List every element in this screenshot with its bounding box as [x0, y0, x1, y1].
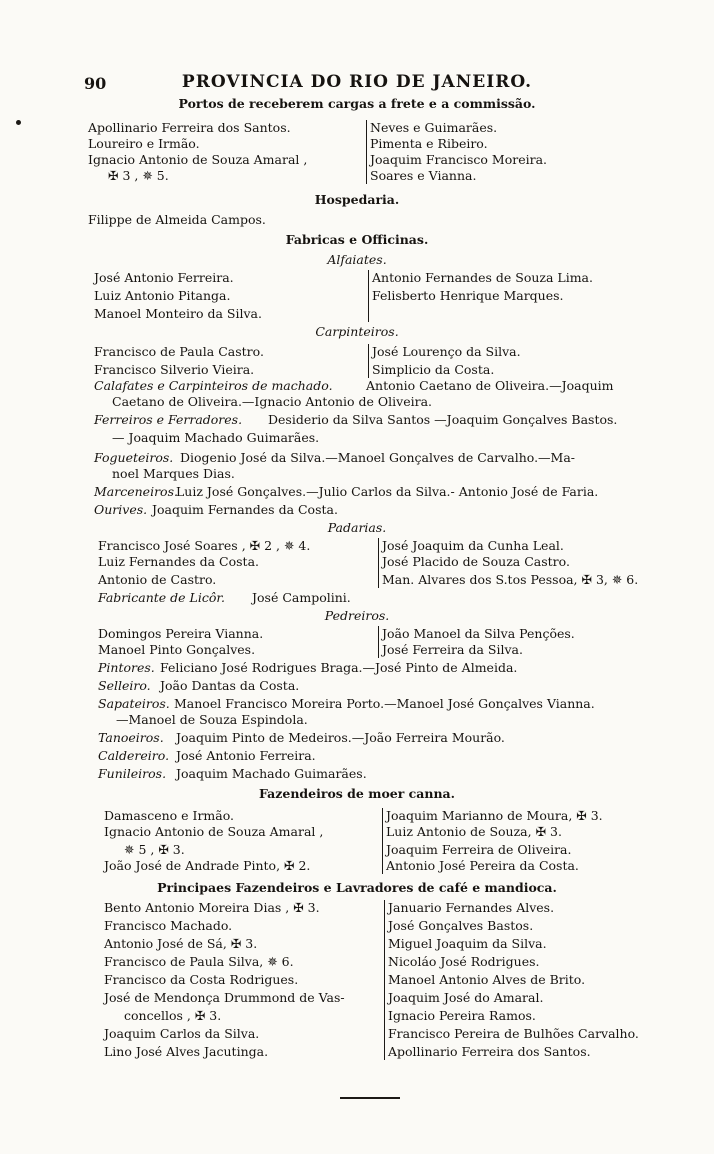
text-line: Manoel Pinto Gonçalves. — [98, 642, 256, 657]
text-line: Ignacio Antonio de Souza Amaral , — [88, 152, 308, 167]
section-heading: Pedreiros. — [324, 608, 390, 623]
text-line: Francisco de Paula Silva, ✵ 6. — [104, 954, 294, 969]
text-line: Luiz Antonio de Souza, ✠ 3. — [386, 824, 562, 839]
text-line: Felisberto Henrique Marques. — [372, 288, 564, 303]
text-line: Man. Alvares dos S.tos Pessoa, ✠ 3, ✵ 6. — [382, 572, 639, 587]
text-line: Loureiro e Irmão. — [88, 136, 200, 151]
text-line: Damasceno e Irmão. — [104, 808, 235, 823]
text-line: José Gonçalves Bastos. — [388, 918, 534, 933]
text-line: Calafates e Carpinteiros de machado. — [94, 378, 333, 393]
section-heading: Carpinteiros. — [315, 324, 399, 339]
section-heading: Padarias. — [327, 520, 387, 535]
text-line: Joaquim Marianno de Moura, ✠ 3. — [386, 808, 603, 823]
text-line: Januario Fernandes Alves. — [388, 900, 555, 915]
text-line: José Joaquim da Cunha Leal. — [382, 538, 564, 553]
column-divider — [378, 538, 379, 588]
text-line: Francisco Silverio Vieira. — [94, 362, 255, 377]
text-line: Lino José Alves Jacutinga. — [104, 1044, 269, 1059]
closing-rule — [340, 1097, 400, 1099]
text-line: Filippe de Almeida Campos. — [88, 212, 266, 227]
text-line: — Joaquim Machado Guimarães. — [112, 430, 320, 445]
column-divider — [382, 808, 383, 874]
text-line: José Antonio Ferreira. — [94, 270, 234, 285]
column-divider — [378, 626, 379, 658]
text-line: Luiz Fernandes da Costa. — [98, 554, 259, 569]
text-line: Funileiros. — [98, 766, 167, 781]
text-line: Francisco da Costa Rodrigues. — [104, 972, 299, 987]
text-line: Caldereiro. — [98, 748, 170, 763]
text-line: ✵ 5 , ✠ 3. — [124, 842, 185, 857]
text-line: Fogueteiros. — [94, 450, 174, 465]
text-line: Apollinario Ferreira dos Santos. — [388, 1044, 591, 1059]
text-line: Joaquim Machado Guimarães. — [176, 766, 367, 781]
text-line: Francisco José Soares , ✠ 2 , ✵ 4. — [98, 538, 311, 553]
section-heading: Principaes Fazendeiros e Lavradores de café e mandioca. — [157, 880, 557, 895]
text-line: Sapateiros. — [98, 696, 170, 711]
text-line: Francisco de Paula Castro. — [94, 344, 264, 359]
text-line: José Lourenço da Silva. — [372, 344, 521, 359]
text-line: Caetano de Oliveira.—Ignacio Antonio de Oliveira. — [112, 394, 433, 409]
text-line: Domingos Pereira Vianna. — [98, 626, 264, 641]
text-line: Pintores. — [98, 660, 155, 675]
text-line: Francisco Machado. — [104, 918, 233, 933]
text-line: Simplicio da Costa. — [372, 362, 495, 377]
column-divider — [368, 270, 369, 322]
text-line: Miguel Joaquim da Silva. — [388, 936, 547, 951]
page-number: 90 — [84, 74, 107, 93]
text-line: Ferreiros e Ferradores. — [94, 412, 243, 427]
text-line: Neves e Guimarães. — [370, 120, 498, 135]
text-line: João Dantas da Costa. — [160, 678, 300, 693]
text-line: Manoel Francisco Moreira Porto.—Manoel José Gonçalves Vianna. — [174, 696, 595, 711]
text-line: —Manoel de Souza Espindola. — [116, 712, 308, 727]
ink-dot — [16, 120, 21, 125]
text-line: José Campolini. — [252, 590, 351, 605]
running-head: PROVINCIA DO RIO DE JANEIRO. — [181, 72, 533, 92]
column-divider — [368, 344, 369, 378]
text-line: Selleiro. — [98, 678, 151, 693]
section-heading: Fabricas e Officinas. — [285, 232, 429, 247]
text-line: Desiderio da Silva Santos —Joaquim Gonçalves Bastos. — [268, 412, 618, 427]
text-line: Ignacio Pereira Ramos. — [388, 1008, 536, 1023]
text-line: Joaquim Pinto de Medeiros.—João Ferreira Mourão. — [176, 730, 505, 745]
section-heading: Fazendeiros de moer canna. — [258, 786, 456, 801]
text-line: ✠ 3 , ✵ 5. — [108, 168, 169, 183]
text-line: Francisco Pereira de Bulhões Carvalho. — [388, 1026, 639, 1041]
text-line: Pimenta e Ribeiro. — [370, 136, 488, 151]
text-line: noel Marques Dias. — [112, 466, 235, 481]
text-line: Luiz Antonio Pitanga. — [94, 288, 231, 303]
text-line: Marceneiros. — [94, 484, 178, 499]
text-line: Nicoláo José Rodrigues. — [388, 954, 540, 969]
text-line: Antonio de Castro. — [98, 572, 217, 587]
column-divider — [366, 120, 367, 184]
text-line: Joaquim Ferreira de Oliveira. — [386, 842, 572, 857]
text-line: Bento Antonio Moreira Dias , ✠ 3. — [104, 900, 320, 915]
text-line: Joaquim José do Amaral. — [388, 990, 544, 1005]
text-line: Antonio José de Sá, ✠ 3. — [104, 936, 258, 951]
text-line: concellos , ✠ 3. — [124, 1008, 222, 1023]
text-line: José Antonio Ferreira. — [176, 748, 316, 763]
text-line: Joaquim Fernandes da Costa. — [152, 502, 338, 517]
column-divider — [384, 900, 385, 1060]
section-heading: Alfaiates. — [327, 252, 387, 267]
section-heading: Portos de receberem cargas a frete e a commissão. — [178, 96, 536, 111]
text-line: Luiz José Gonçalves.—Julio Carlos da Silva.- Antonio José de Faria. — [176, 484, 599, 499]
text-line: João Manoel da Silva Penções. — [382, 626, 575, 641]
text-line: Fabricante de Licôr. — [98, 590, 225, 605]
text-line: José Ferreira da Silva. — [382, 642, 523, 657]
text-line: Manoel Antonio Alves de Brito. — [388, 972, 586, 987]
text-line: Ignacio Antonio de Souza Amaral , — [104, 824, 324, 839]
text-line: Soares e Vianna. — [370, 168, 477, 183]
text-line: Manoel Monteiro da Silva. — [94, 306, 262, 321]
text-line: Antonio José Pereira da Costa. — [386, 858, 579, 873]
text-line: Joaquim Carlos da Silva. — [104, 1026, 260, 1041]
text-line: João José de Andrade Pinto, ✠ 2. — [104, 858, 311, 873]
text-line: Ourives. — [94, 502, 148, 517]
text-line: José Placido de Souza Castro. — [382, 554, 570, 569]
text-line: Apollinario Ferreira dos Santos. — [88, 120, 291, 135]
text-line: Antonio Fernandes de Souza Lima. — [372, 270, 593, 285]
text-line: Feliciano José Rodrigues Braga.—José Pinto de Almeida. — [160, 660, 518, 675]
section-heading: Hospedaria. — [314, 192, 400, 207]
text-line: José de Mendonça Drummond de Vas- — [104, 990, 345, 1005]
text-line: Tanoeiros. — [98, 730, 164, 745]
text-line: Diogenio José da Silva.—Manoel Gonçalves de Carvalho.—Ma- — [180, 450, 576, 465]
text-line: Antonio Caetano de Oliveira.—Joaquim — [366, 378, 614, 393]
text-line: Joaquim Francisco Moreira. — [370, 152, 548, 167]
